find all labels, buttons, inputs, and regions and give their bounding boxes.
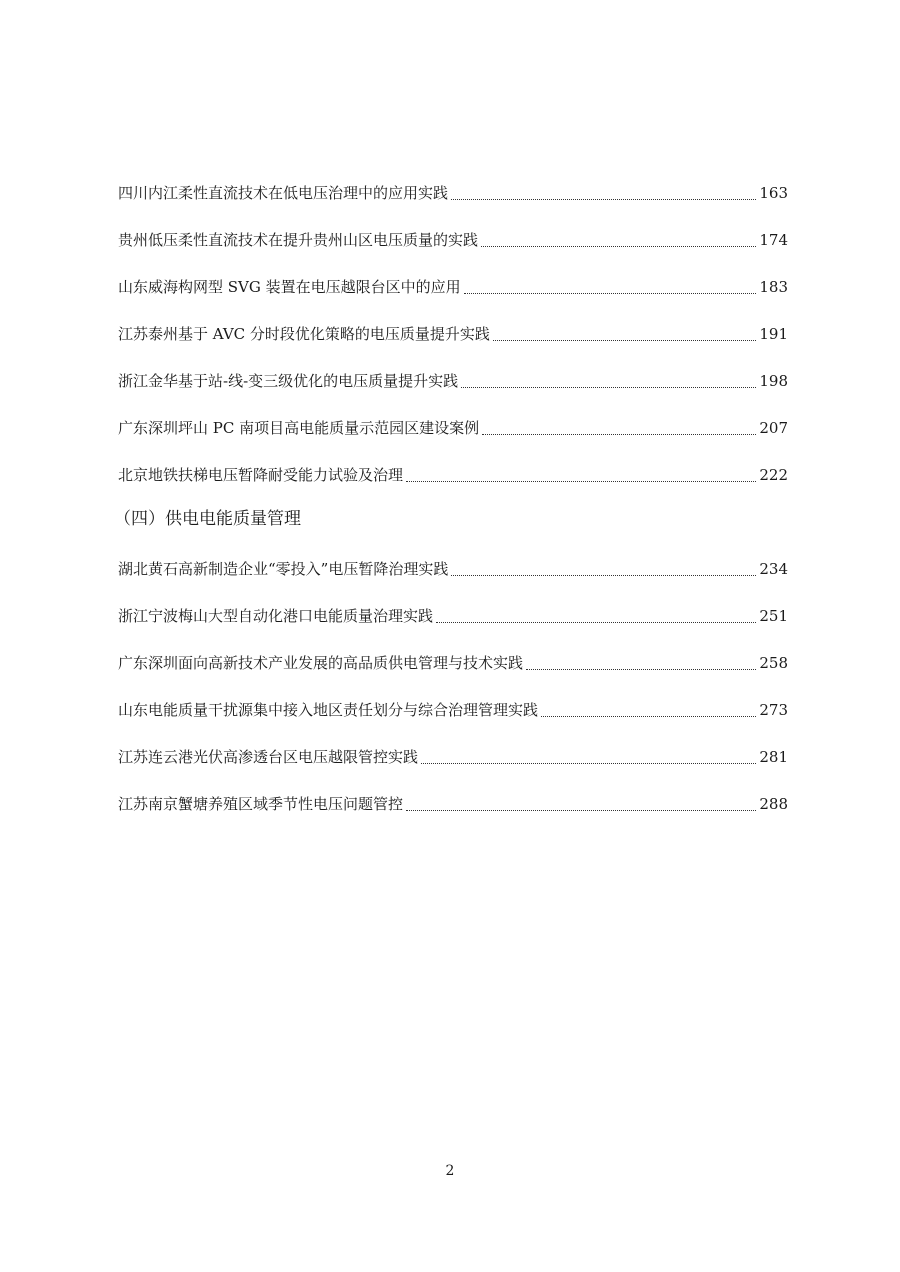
toc-entry[interactable] [118,211,788,258]
toc-entry-page: 288 [759,795,788,813]
toc-entry[interactable] [118,164,788,211]
dot-leader [482,434,756,435]
toc-entry-page: 281 [759,748,788,766]
toc-entry[interactable] [118,446,788,493]
toc-entry-page: 207 [759,419,788,437]
toc-entry-title: 浙江金华基于站-线-变三级优化的电压质量提升实践 [118,372,459,390]
dot-leader [451,199,756,200]
toc-entry-page: 258 [759,654,788,672]
toc-entry-title: 北京地铁扶梯电压暂降耐受能力试验及治理 [118,466,404,484]
toc-entry[interactable] [118,305,788,352]
dot-leader [436,622,756,623]
dot-leader [541,716,756,717]
dot-leader [481,246,756,247]
toc-entry-title: 广东深圳坪山 PC 南项目高电能质量示范园区建设案例 [118,419,480,437]
dot-leader [451,575,756,576]
toc-entry[interactable] [118,540,788,587]
toc-entry[interactable] [118,728,788,775]
dot-leader [493,340,756,341]
toc-entry-title: 四川内江柔性直流技术在低电压治理中的应用实践 [118,184,449,202]
toc-entry[interactable] [118,258,788,305]
toc-entry-title: 广东深圳面向高新技术产业发展的高品质供电管理与技术实践 [118,654,524,672]
toc-entry-page: 198 [759,372,788,390]
page-number: 2 [445,1163,455,1179]
toc-entry[interactable] [118,634,788,681]
toc-entry-title: 山东电能质量干扰源集中接入地区责任划分与综合治理管理实践 [118,701,539,719]
dot-leader [421,763,756,764]
toc-entry-page: 222 [759,466,788,484]
dot-leader [526,669,756,670]
toc-entry-title: 贵州低压柔性直流技术在提升贵州山区电压质量的实践 [118,231,479,249]
toc-entry-title: 江苏连云港光伏高渗透台区电压越限管控实践 [118,748,419,766]
dot-leader [461,387,756,388]
toc-entry[interactable] [118,352,788,399]
toc-entry-page: 234 [759,560,788,578]
dot-leader [464,293,757,294]
toc-entry-title: 江苏南京蟹塘养殖区域季节性电压问题管控 [118,795,404,813]
toc-entry-title: 江苏泰州基于 AVC 分时段优化策略的电压质量提升实践 [118,325,490,343]
dot-leader [406,810,756,811]
toc-entry[interactable] [118,775,788,822]
toc-entry-page: 251 [759,607,788,625]
toc-entry[interactable] [118,587,788,634]
toc-entry-page: 191 [759,325,788,343]
toc-entry-title: 山东威海构网型 SVG 装置在电压越限台区中的应用 [118,278,461,296]
toc-entry-page: 183 [759,278,788,296]
toc-entry-page: 163 [759,184,788,202]
toc-entry-title: 湖北黄石高新制造企业“零投入”电压暂降治理实践 [118,560,449,578]
toc-section-heading[interactable]: （四）供电电能质量管理 [114,509,301,529]
toc-entry-page: 174 [759,231,788,249]
toc-entry[interactable] [118,399,788,446]
toc-entry-page: 273 [759,701,788,719]
table-of-contents [114,164,788,822]
toc-entry-title: 浙江宁波梅山大型自动化港口电能质量治理实践 [118,607,434,625]
toc-entry[interactable] [118,681,788,728]
dot-leader [406,481,756,482]
